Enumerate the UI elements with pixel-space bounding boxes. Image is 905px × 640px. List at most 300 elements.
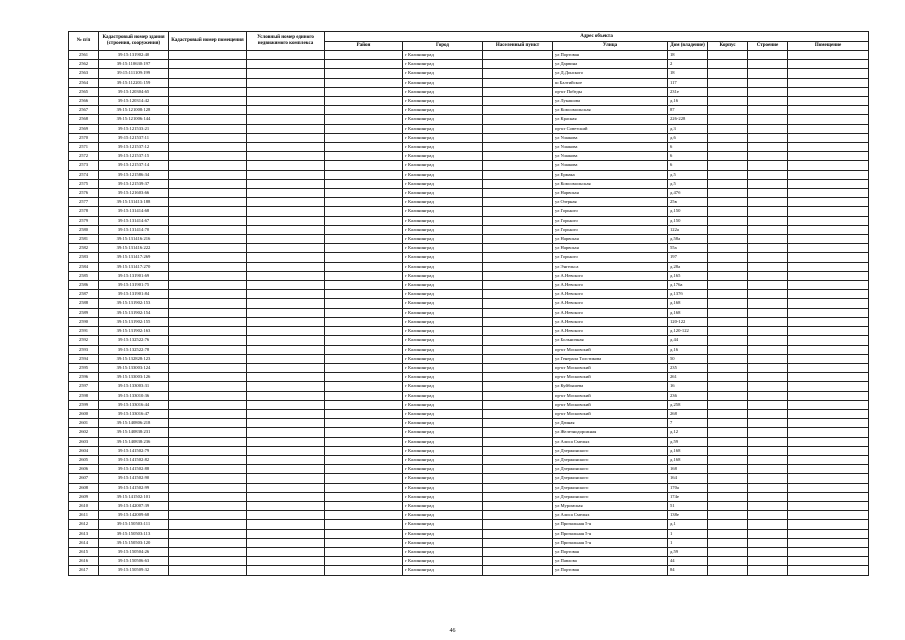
cell-cadastral-room <box>169 189 247 198</box>
cell-conditional-complex <box>247 538 325 547</box>
cell-stroenie <box>748 511 788 520</box>
cell-korpus <box>708 225 748 234</box>
cell-cadastral-building: 39:15:140838:231 <box>99 428 169 437</box>
table-row <box>69 69 869 78</box>
cell-stroenie <box>748 271 788 280</box>
cell-conditional-complex <box>247 474 325 483</box>
cell-cadastral-building: 39:15:121533:21 <box>99 124 169 133</box>
cell-cadastral-building: 39:15:121537:15 <box>99 152 169 161</box>
cell-house: д.168 <box>668 455 708 464</box>
cell-city: г Калининград <box>403 409 483 418</box>
cell-korpus <box>708 198 748 207</box>
cell-pomeshchenie <box>788 373 869 382</box>
cell-cadastral-building: 39:15:131902:163 <box>99 327 169 336</box>
cell-conditional-complex <box>247 170 325 179</box>
cell-cadastral-room <box>169 161 247 170</box>
cell-district <box>325 409 403 418</box>
cell-district <box>325 557 403 566</box>
cell-num: 2599 <box>69 400 99 409</box>
cell-district <box>325 216 403 225</box>
cell-street: ул Генерала Толстикова <box>553 354 668 363</box>
cell-district <box>325 244 403 253</box>
cell-cadastral-room <box>169 511 247 520</box>
cell-korpus <box>708 336 748 345</box>
cell-cadastral-building: 39:15:131413:188 <box>99 198 169 207</box>
table-row <box>69 557 869 566</box>
cell-num: 2617 <box>69 566 99 575</box>
cell-conditional-complex <box>247 446 325 455</box>
table-row <box>69 409 869 418</box>
cell-cadastral-room <box>169 455 247 464</box>
cell-conditional-complex <box>247 428 325 437</box>
cell-city: г Калининград <box>403 97 483 106</box>
cell-stroenie <box>748 327 788 336</box>
cell-conditional-complex <box>247 271 325 280</box>
cell-cadastral-room <box>169 290 247 299</box>
cell-house: 55а <box>668 244 708 253</box>
cell-cadastral-room <box>169 281 247 290</box>
cell-cadastral-room <box>169 566 247 575</box>
cell-house: 122а <box>668 225 708 234</box>
cell-num: 2583 <box>69 253 99 262</box>
cell-house: 261 <box>668 373 708 382</box>
cell-stroenie <box>748 115 788 124</box>
table-row <box>69 51 869 60</box>
cell-cadastral-building: 39:15:131417:270 <box>99 262 169 271</box>
cell-street: ул А.Невского <box>553 271 668 280</box>
cell-num: 2572 <box>69 152 99 161</box>
cell-district <box>325 566 403 575</box>
cell-cadastral-building: 39:15:150504:26 <box>99 547 169 556</box>
cell-settlement <box>483 97 553 106</box>
cell-pomeshchenie <box>788 244 869 253</box>
table-row <box>69 198 869 207</box>
cell-num: 2567 <box>69 106 99 115</box>
cell-pomeshchenie <box>788 437 869 446</box>
cell-pomeshchenie <box>788 106 869 115</box>
cell-house: 87 <box>668 106 708 115</box>
cell-num: 2589 <box>69 308 99 317</box>
cell-pomeshchenie <box>788 529 869 538</box>
cell-cadastral-room <box>169 391 247 400</box>
cell-num: 2576 <box>69 189 99 198</box>
table-row <box>69 207 869 216</box>
cell-street: ул Дарвина <box>553 60 668 69</box>
cell-settlement <box>483 336 553 345</box>
cell-street: пр-кт Московский <box>553 363 668 372</box>
cell-district <box>325 547 403 556</box>
cell-num: 2612 <box>69 520 99 529</box>
cell-house: д.137б <box>668 290 708 299</box>
cell-cadastral-building: 39:15:131416:216 <box>99 235 169 244</box>
cell-settlement <box>483 363 553 372</box>
cell-district <box>325 60 403 69</box>
cell-settlement <box>483 60 553 69</box>
cell-pomeshchenie <box>788 474 869 483</box>
cell-korpus <box>708 382 748 391</box>
table-row <box>69 345 869 354</box>
cell-district <box>325 133 403 142</box>
cell-cadastral-room <box>169 437 247 446</box>
cell-pomeshchenie <box>788 198 869 207</box>
cell-korpus <box>708 235 748 244</box>
cell-korpus <box>708 51 748 60</box>
cell-cadastral-building: 39:15:131414:68 <box>99 207 169 216</box>
cell-stroenie <box>748 235 788 244</box>
cell-num: 2574 <box>69 170 99 179</box>
cell-korpus <box>708 78 748 87</box>
cell-cadastral-room <box>169 465 247 474</box>
cell-stroenie <box>748 566 788 575</box>
cell-cadastral-room <box>169 363 247 372</box>
cell-korpus <box>708 354 748 363</box>
cell-house: 170а <box>668 483 708 492</box>
cell-stroenie <box>748 170 788 179</box>
cell-settlement <box>483 409 553 418</box>
cell-city: г Калининград <box>403 170 483 179</box>
cell-cadastral-room <box>169 501 247 510</box>
cell-pomeshchenie <box>788 419 869 428</box>
cell-street: ул Дзержинского <box>553 474 668 483</box>
cell-street: ул Дзержинского <box>553 483 668 492</box>
cell-city: г Калининград <box>403 345 483 354</box>
cell-house: д.59 <box>668 547 708 556</box>
cell-stroenie <box>748 474 788 483</box>
cell-pomeshchenie <box>788 520 869 529</box>
cell-street: ш Балтийское <box>553 78 668 87</box>
cell-city: г Калининград <box>403 382 483 391</box>
cell-pomeshchenie <box>788 455 869 464</box>
cell-house: 226-228 <box>668 115 708 124</box>
header-num: № п/п <box>69 32 99 51</box>
cell-num: 2586 <box>69 281 99 290</box>
table-row <box>69 529 869 538</box>
cell-korpus <box>708 106 748 115</box>
cell-korpus <box>708 437 748 446</box>
table-row <box>69 317 869 326</box>
cell-district <box>325 87 403 96</box>
cell-street: ул А.Невского <box>553 290 668 299</box>
cell-cadastral-room <box>169 133 247 142</box>
cell-district <box>325 455 403 464</box>
cell-korpus <box>708 409 748 418</box>
cell-cadastral-building: 39:15:110630:197 <box>99 60 169 69</box>
cell-stroenie <box>748 244 788 253</box>
cell-conditional-complex <box>247 290 325 299</box>
cell-korpus <box>708 299 748 308</box>
cell-korpus <box>708 511 748 520</box>
cell-district <box>325 97 403 106</box>
table-row <box>69 115 869 124</box>
cell-korpus <box>708 419 748 428</box>
cell-settlement <box>483 262 553 271</box>
cell-cadastral-building: 39:15:112201:159 <box>99 78 169 87</box>
cell-cadastral-building: 39:15:150503:113 <box>99 529 169 538</box>
cell-city: г Калининград <box>403 69 483 78</box>
cell-korpus <box>708 133 748 142</box>
table-header <box>69 32 869 51</box>
cell-num: 2604 <box>69 446 99 455</box>
cell-pomeshchenie <box>788 409 869 418</box>
cell-city: г Калининград <box>403 207 483 216</box>
cell-num: 2566 <box>69 97 99 106</box>
cell-district <box>325 391 403 400</box>
cell-cadastral-building: 39:15:133016:44 <box>99 400 169 409</box>
cell-num: 2616 <box>69 557 99 566</box>
cell-conditional-complex <box>247 133 325 142</box>
cell-cadastral-building: 39:15:121539:37 <box>99 179 169 188</box>
cell-cadastral-room <box>169 409 247 418</box>
cell-cadastral-room <box>169 446 247 455</box>
cell-stroenie <box>748 465 788 474</box>
cell-city: г Калининград <box>403 244 483 253</box>
cell-pomeshchenie <box>788 345 869 354</box>
cell-city: г Калининград <box>403 225 483 234</box>
cell-district <box>325 161 403 170</box>
cell-stroenie <box>748 87 788 96</box>
cell-street: ул Нарвская <box>553 189 668 198</box>
cell-conditional-complex <box>247 69 325 78</box>
cell-korpus <box>708 391 748 400</box>
cell-district <box>325 299 403 308</box>
cell-cadastral-building: 39:15:133010:36 <box>99 391 169 400</box>
cell-city: г Калининград <box>403 51 483 60</box>
cell-city: г Калининград <box>403 281 483 290</box>
cell-house: д.165 <box>668 271 708 280</box>
cell-district <box>325 124 403 133</box>
cell-cadastral-room <box>169 115 247 124</box>
cell-conditional-complex <box>247 547 325 556</box>
cell-house: 7 <box>668 419 708 428</box>
cell-cadastral-building: 39:15:121586:34 <box>99 170 169 179</box>
cell-settlement <box>483 161 553 170</box>
cell-district <box>325 290 403 299</box>
cell-district <box>325 69 403 78</box>
cell-street: ул Причальная 5-я <box>553 520 668 529</box>
table-row <box>69 290 869 299</box>
cell-stroenie <box>748 225 788 234</box>
cell-cadastral-building: 39:15:121008:128 <box>99 106 169 115</box>
cell-house: 84 <box>668 566 708 575</box>
cell-settlement <box>483 382 553 391</box>
cell-cadastral-room <box>169 529 247 538</box>
cell-conditional-complex <box>247 51 325 60</box>
cell-district <box>325 262 403 271</box>
cell-city: г Калининград <box>403 501 483 510</box>
table-row <box>69 170 869 179</box>
cell-pomeshchenie <box>788 51 869 60</box>
cell-stroenie <box>748 538 788 547</box>
table-row <box>69 299 869 308</box>
cell-city: г Калининград <box>403 327 483 336</box>
cell-conditional-complex <box>247 87 325 96</box>
cell-cadastral-building: 39:15:150503:120 <box>99 538 169 547</box>
cell-street: ул Портовая <box>553 547 668 556</box>
cell-conditional-complex <box>247 373 325 382</box>
cell-stroenie <box>748 179 788 188</box>
cell-street: ул Дзержинского <box>553 492 668 501</box>
cell-stroenie <box>748 281 788 290</box>
cell-district <box>325 281 403 290</box>
table-row <box>69 133 869 142</box>
cell-korpus <box>708 253 748 262</box>
cell-city: г Калининград <box>403 557 483 566</box>
cell-house: д.150 <box>668 207 708 216</box>
table-row <box>69 511 869 520</box>
cell-korpus <box>708 483 748 492</box>
cell-num: 2615 <box>69 547 99 556</box>
table-row <box>69 179 869 188</box>
cell-cadastral-room <box>169 78 247 87</box>
cell-cadastral-room <box>169 428 247 437</box>
cell-cadastral-building: 39:15:133016:47 <box>99 409 169 418</box>
cell-house: д.5 <box>668 170 708 179</box>
cell-settlement <box>483 152 553 161</box>
cell-korpus <box>708 216 748 225</box>
table-row <box>69 308 869 317</box>
cell-stroenie <box>748 290 788 299</box>
cell-conditional-complex <box>247 78 325 87</box>
cell-num: 2592 <box>69 336 99 345</box>
header-conditional-complex: Условный номер единого недвижимого комплекса <box>247 32 325 51</box>
cell-cadastral-room <box>169 198 247 207</box>
cell-city: г Калининград <box>403 465 483 474</box>
cell-settlement <box>483 51 553 60</box>
cell-conditional-complex <box>247 124 325 133</box>
cell-korpus <box>708 281 748 290</box>
cell-stroenie <box>748 207 788 216</box>
cell-house: 2 <box>668 60 708 69</box>
cell-house: 44 <box>668 557 708 566</box>
cell-house: 6 <box>668 143 708 152</box>
header-stroenie: Строение <box>748 42 788 51</box>
cell-city: г Калининград <box>403 363 483 372</box>
cell-cadastral-room <box>169 143 247 152</box>
table-row <box>69 327 869 336</box>
cell-cadastral-room <box>169 60 247 69</box>
cell-korpus <box>708 308 748 317</box>
cell-settlement <box>483 446 553 455</box>
table-row <box>69 446 869 455</box>
cell-conditional-complex <box>247 492 325 501</box>
cell-korpus <box>708 152 748 161</box>
cell-pomeshchenie <box>788 391 869 400</box>
cell-stroenie <box>748 520 788 529</box>
cell-street: ул Ушакова <box>553 161 668 170</box>
cell-settlement <box>483 428 553 437</box>
cell-settlement <box>483 87 553 96</box>
cell-city: г Калининград <box>403 566 483 575</box>
cell-city: г Калининград <box>403 437 483 446</box>
cell-num: 2573 <box>69 161 99 170</box>
cell-stroenie <box>748 143 788 152</box>
cell-conditional-complex <box>247 345 325 354</box>
cell-cadastral-room <box>169 51 247 60</box>
cell-house: д.168 <box>668 299 708 308</box>
cell-settlement <box>483 189 553 198</box>
cell-settlement <box>483 170 553 179</box>
cell-num: 2607 <box>69 474 99 483</box>
cell-city: г Калининград <box>403 290 483 299</box>
cell-street: ул Муромская <box>553 501 668 510</box>
cell-district <box>325 382 403 391</box>
cell-street: ул Портовая <box>553 566 668 575</box>
cell-stroenie <box>748 437 788 446</box>
cell-cadastral-building: 39:15:131901:69 <box>99 271 169 280</box>
cell-district <box>325 483 403 492</box>
cell-house: 268 <box>668 409 708 418</box>
table-row <box>69 465 869 474</box>
cell-house: д.28а <box>668 262 708 271</box>
cell-cadastral-room <box>169 216 247 225</box>
table-row <box>69 253 869 262</box>
cell-cadastral-room <box>169 400 247 409</box>
cell-cadastral-building: 39:15:131414:70 <box>99 225 169 234</box>
table-row <box>69 78 869 87</box>
table-row <box>69 87 869 96</box>
cell-cadastral-room <box>169 69 247 78</box>
cell-house: 231е <box>668 87 708 96</box>
cell-street: ул Комсомольская <box>553 106 668 115</box>
table-row <box>69 189 869 198</box>
cell-city: г Калининград <box>403 106 483 115</box>
cell-street: пр-кт Московский <box>553 345 668 354</box>
cell-korpus <box>708 97 748 106</box>
cell-cadastral-room <box>169 87 247 96</box>
cell-district <box>325 189 403 198</box>
cell-korpus <box>708 271 748 280</box>
cell-num: 2569 <box>69 124 99 133</box>
table-row <box>69 547 869 556</box>
cell-settlement <box>483 244 553 253</box>
cell-cadastral-building: 39:15:132522:78 <box>99 345 169 354</box>
cell-settlement <box>483 133 553 142</box>
table-row <box>69 400 869 409</box>
cell-street: пр-кт Московский <box>553 409 668 418</box>
cell-conditional-complex <box>247 161 325 170</box>
cell-korpus <box>708 455 748 464</box>
cell-conditional-complex <box>247 97 325 106</box>
cell-num: 2605 <box>69 455 99 464</box>
cell-stroenie <box>748 216 788 225</box>
cell-stroenie <box>748 446 788 455</box>
cell-city: г Калининград <box>403 299 483 308</box>
cell-house: 138е <box>668 511 708 520</box>
cell-district <box>325 511 403 520</box>
cell-cadastral-building: 39:15:142007:39 <box>99 501 169 510</box>
table-row <box>69 566 869 575</box>
cell-city: г Калининград <box>403 216 483 225</box>
cell-pomeshchenie <box>788 69 869 78</box>
cell-city: г Калининград <box>403 87 483 96</box>
cell-num: 2600 <box>69 409 99 418</box>
cell-conditional-complex <box>247 106 325 115</box>
cell-district <box>325 474 403 483</box>
header-korpus: Корпус <box>708 42 748 51</box>
cell-cadastral-building: 39:15:120314:42 <box>99 97 169 106</box>
table-row <box>69 538 869 547</box>
cell-cadastral-room <box>169 336 247 345</box>
table-row <box>69 336 869 345</box>
cell-settlement <box>483 557 553 566</box>
cell-stroenie <box>748 189 788 198</box>
cell-settlement <box>483 391 553 400</box>
cell-cadastral-room <box>169 207 247 216</box>
cell-conditional-complex <box>247 198 325 207</box>
cell-street: ул Ушакова <box>553 143 668 152</box>
cell-settlement <box>483 437 553 446</box>
cell-num: 2611 <box>69 511 99 520</box>
